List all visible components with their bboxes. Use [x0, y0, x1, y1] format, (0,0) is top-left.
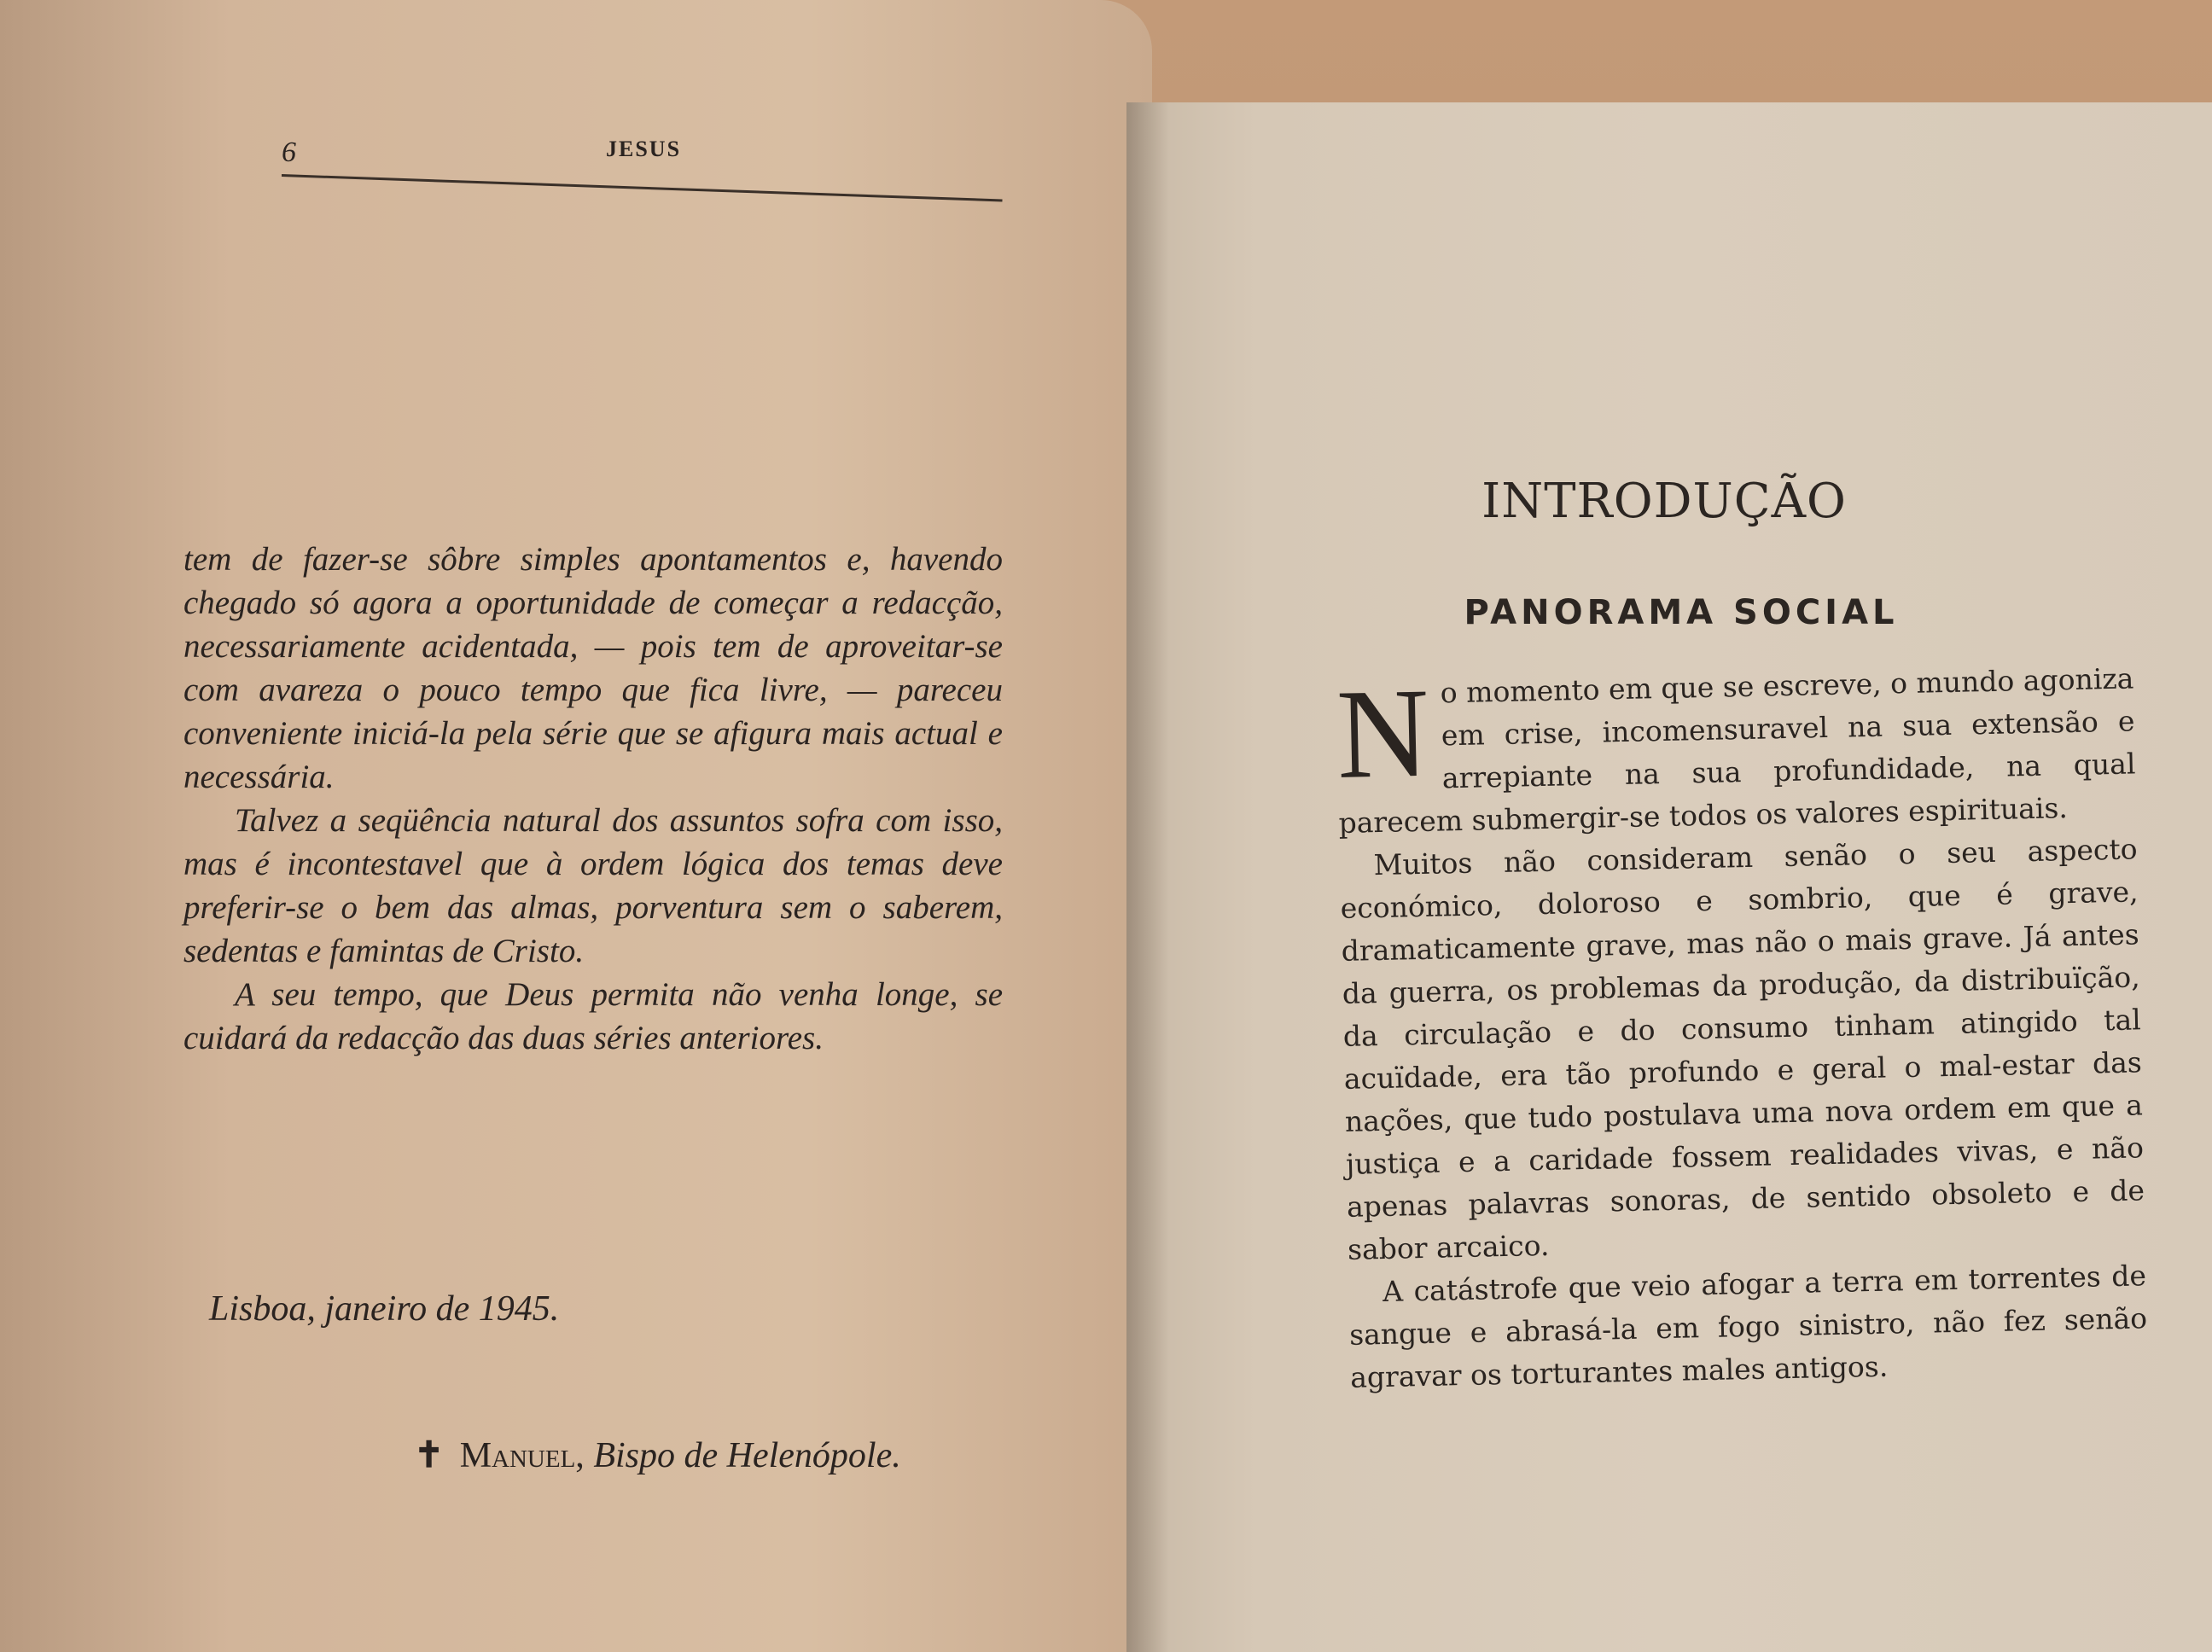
right-paragraph-1-text: o momento em que se escreve, o mundo agoniza em crise, incomensuravel na sua extensão e arrepiante na sua profundidade, na qual parecem submergir-se todos os valores espirituais. [1338, 661, 2136, 840]
right-paragraph-2: Muitos não consideram senão o seu aspecto económico, doloroso e sombrio, que é grave, dramaticamente grave, mas não o mais grave. Já antes da guerra, os problemas da produção, da distribuïção, da circulação e do consumo tinham atingido tal acuïdade, era tão profundo e geral o mal-estar das nações, que tudo postulava uma nova ordem em que a justiça e a caridade fossem realidades vivas, e não apenas palavras sonoras, de sentido obsoleto e de sabor arcaico. [1340, 832, 2145, 1266]
right-body-text [1336, 657, 2149, 1399]
signature-title: Bispo de Helenópole. [593, 1436, 901, 1475]
signature [414, 1434, 901, 1476]
section-title: PANORAMA SOCIAL [1464, 593, 1899, 632]
left-paragraph-2: Talvez a seqüência natural dos assuntos sofra com isso, mas é incontestavel que à ordem lógica dos temas deve preferir-se o bem das almas, porventura sem o saberem, sedentas e famintas de Cristo. [183, 802, 1003, 969]
page-number: 6 [282, 137, 296, 168]
header-rule [282, 174, 1003, 201]
running-title: JESUS [606, 137, 682, 161]
left-paragraph-3: A seu tempo, que Deus permita não venha longe, se cuidará da redacção das duas séries anteriores. [183, 976, 1003, 1056]
chapter-title: INTRODUÇÃO [1481, 474, 1847, 529]
book-gutter [1126, 102, 1169, 1652]
date-line: Lisboa, janeiro de 1945. [209, 1289, 560, 1329]
right-paragraph-1 [1336, 657, 2137, 845]
right-paragraph-3: A catástrofe que veio afogar a terra em torrentes de sangue e abrasá-la em fogo sinistro, não fez senão agravar os torturantes males antigos. [1348, 1259, 2148, 1394]
left-paragraph-1: tem de fazer-se sôbre simples apontamentos e, havendo chegado só agora a oportunidade de começar a redacção, necessariamente acidentada, — pois tem de aproveitar-se com avareza o pouco tempo que fica livre, — pareceu conveniente iniciá-la pela série que se afigura mais actual e necessária. [183, 541, 1003, 795]
signature-name: Manuel, [459, 1436, 585, 1475]
drop-cap: N [1335, 661, 1431, 806]
left-body-text [183, 538, 1003, 1060]
cross-icon: ✝ [414, 1436, 445, 1475]
